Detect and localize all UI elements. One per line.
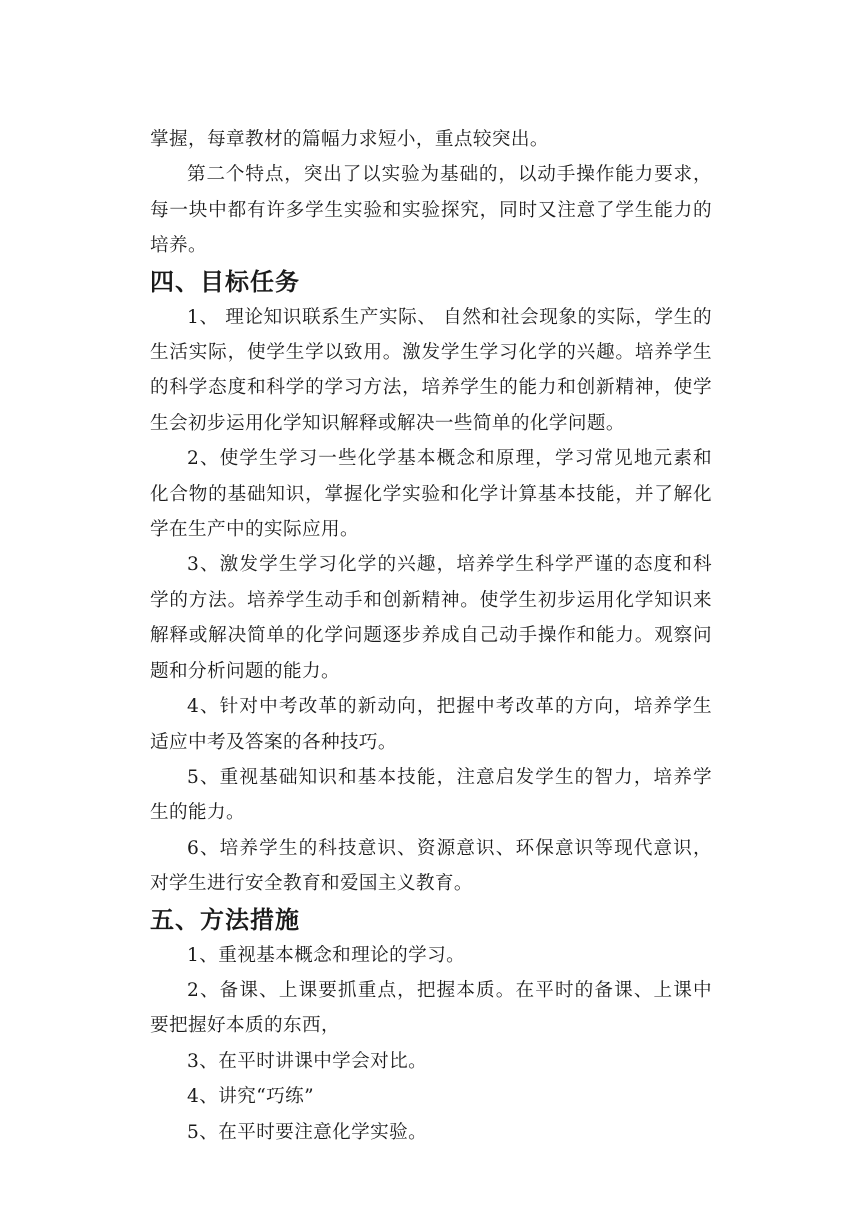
intro-paragraph-continuation: 掌握，每章教材的篇幅力求短小，重点较突出。 xyxy=(150,129,549,150)
goal-item-4: 4、针对中考改革的新动向，把握中考改革的方向，培养学生适应中考及答案的各种技巧。 xyxy=(150,696,712,753)
section-heading-methods: 五、方法措施 xyxy=(150,905,300,934)
method-item-2: 2、备课、上课要抓重点，把握本质。在平时的备课、上课中要把握好本质的东西， xyxy=(150,979,712,1037)
goal-item-3: 3、激发学生学习化学的兴趣，培养学生科学严谨的态度和科学的方法。培养学生动手和创新精神。使学生初步运用化学知识来解释或解决简单的化学问题逐步养成自己动手操作和能力。观察问题和分析问题的能力。 xyxy=(150,554,712,682)
method-item-3: 3、在平时讲课中学会对比。 xyxy=(187,1050,428,1072)
goal-item-2: 2、使学生学习一些化学基本概念和原理，学习常见地元素和化合物的基础知识，掌握化学实验和化学计算基本技能，并了解化学在生产中的实际应用。 xyxy=(150,448,712,541)
method-item-4: 4、讲究“巧练” xyxy=(187,1086,315,1108)
method-item-5: 5、在平时要注意化学实验。 xyxy=(187,1121,428,1143)
goal-item-6: 6、培养学生的科技意识、资源意识、环保意识等现代意识，对学生进行安全教育和爱国主义教育。 xyxy=(150,837,712,895)
intro-paragraph-second-feature: 第二个特点，突出了以实验为基础的，以动手操作能力要求，每一块中都有许多学生实验和实验探究，同时又注意了学生能力的培养。 xyxy=(150,164,712,257)
section-heading-goals: 四、目标任务 xyxy=(150,267,300,296)
goal-item-5: 5、重视基础知识和基本技能，注意启发学生的智力，培养学生的能力。 xyxy=(150,766,712,824)
method-item-1: 1、重视基本概念和理论的学习。 xyxy=(187,944,466,966)
document-body xyxy=(150,122,712,1150)
goal-item-1: 1、 理论知识联系生产实际、 自然和社会现象的实际，学生的生活实际，使学生学以致用。激发学生学习化学的兴趣。培养学生的科学态度和科学的学习方法，培养学生的能力和创新精神，使学生会初步运用化学知识解释或解决一些简单的化学问题。 xyxy=(150,306,712,434)
